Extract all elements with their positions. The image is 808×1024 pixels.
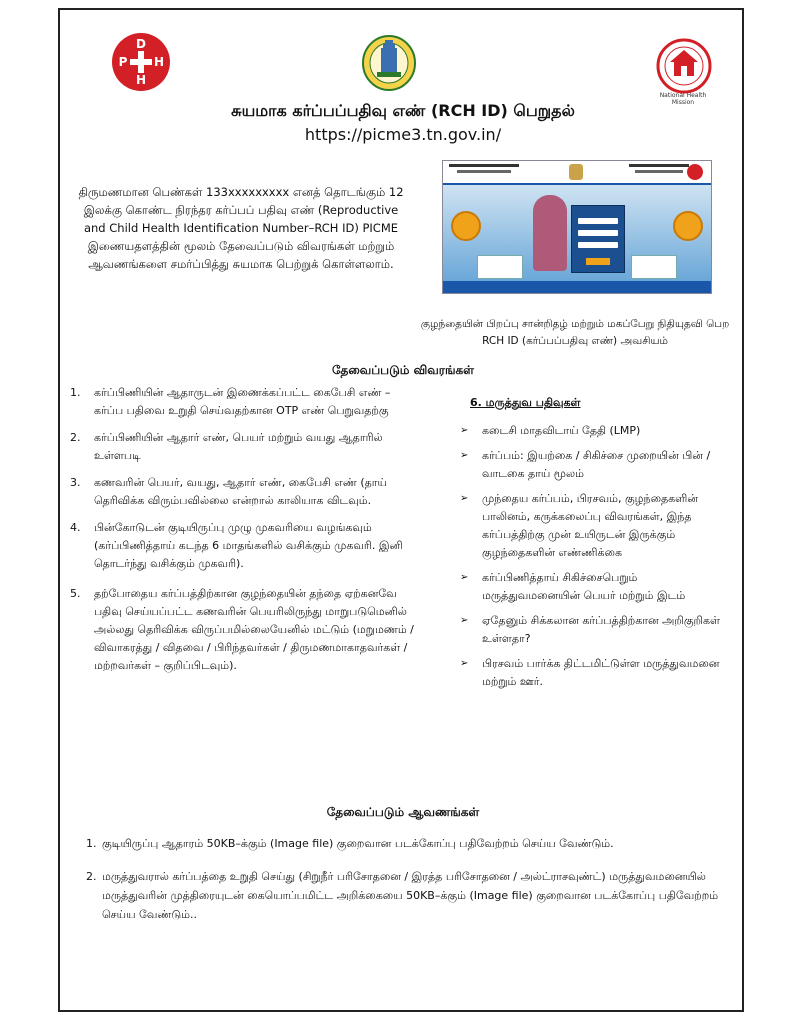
- item-number: 1.: [70, 386, 81, 399]
- arrow-bullet-icon: ➢: [460, 572, 469, 583]
- item-number: 2.: [86, 870, 97, 883]
- medical-records-heading: 6. மருத்துவ பதிவுகள்: [470, 396, 581, 409]
- picme-url: https://picme3.tn.gov.in/: [304, 125, 502, 144]
- list-item: [460, 447, 730, 483]
- item-number: 4.: [70, 521, 81, 534]
- list-item: [86, 834, 726, 853]
- screenshot-caption: குழந்தையின் பிறப்பு சான்றிதழ் மற்றும் மகப்பேறு நிதியுதவி பெற RCH ID (கர்ப்பப்பதிவு எண்) அவசியம்: [420, 318, 730, 347]
- nhm-caption: National Health Mission: [659, 92, 707, 106]
- item-text: கர்ப்பிணியின் ஆதார் எண், பெயர் மற்றும் வயது ஆதாரில் உள்ளபடி: [94, 431, 383, 462]
- dph-logo: [112, 33, 170, 91]
- item-text: கர்ப்பம்: இயற்கை / சிகிச்சை முறையின் பின் / வாடகை தாய் மூலம்: [482, 449, 711, 480]
- list-item: [70, 519, 420, 573]
- arrow-bullet-icon: ➢: [460, 450, 469, 461]
- page-title: சுயமாக கர்ப்பப்பதிவு எண் (RCH ID) பெறுதல்: [231, 101, 575, 120]
- item-text: பின்கோடுடன் குடியிருப்பு முழு முகவரியை வழங்கவும் (கர்ப்பிணித்தாய் கடந்த 6 மாதங்களில் வசிக்கும் முகவரி. இனி தொடர்ந்து வசிக்கும் முகவரி).: [94, 521, 403, 570]
- list-item: [460, 655, 730, 691]
- item-number: 3.: [70, 476, 81, 489]
- required-details-list: [70, 384, 420, 684]
- list-item: [70, 384, 420, 420]
- item-text: முந்தைய கர்ப்பம், பிரசவம், குழந்தைகளின் பாலினம், கருக்கலைப்பு விவரங்கள், இந்த கர்ப்பத்திற்கு முன் உயிருடன் இருக்கும் குழந்தைகளின் எண்ணிக்கை: [482, 492, 699, 559]
- arrow-bullet-icon: ➢: [460, 658, 469, 669]
- intro-paragraph: திருமணமான பெண்கள் 133xxxxxxxxx எனத் தொடங்கும் 12 இலக்கு கொண்ட நிரந்தர கர்ப்பப் பதிவு எண் (Reproductive and Child Health Identification Number–RCH ID) PICME இணையதளத்தின் மூலம் தேவைப்படும் விவரங்கள் மற்றும் ஆவணங்களை சமர்ப்பித்து சுயமாக பெற்றுக் கொள்ளலாம்.: [78, 185, 404, 271]
- item-text: கணவரின் பெயர், வயது, ஆதார் எண், கைபேசி எண் (தாய் தெரிவிக்க விரும்பவில்லை என்றால் காலியாக விடவும்.: [94, 476, 387, 507]
- item-text: கடைசி மாதவிடாய் தேதி (LMP): [482, 424, 641, 437]
- item-text: தற்போதைய கர்ப்பத்திற்கான குழந்தையின் தந்தை ஏற்கனவே பதிவு செய்யப்பட்ட கணவரின் பெயரிலிருந்து மாறுபடுமெனில் அல்லது தெரிவிக்க விருப்பமில்லையேனில் மட்டும் (மறுமணம் / விவாகரத்து / விதவை / பிரிந்தவர்கள் / திருமணமாகாதவர்கள் / மற்றவர்கள் – குறிப்பிடவும்).: [94, 587, 414, 672]
- dph-letter-right: H: [153, 55, 165, 69]
- item-text: குடியிருப்பு ஆதாரம் 50KB–க்கும் (Image file) குறைவான படக்கோப்பு பதிவேற்றம் செய்ய வேண்டும்.: [102, 837, 614, 850]
- list-item: [70, 429, 420, 465]
- dph-letter-top: D: [134, 37, 148, 51]
- dph-letter-left: P: [116, 55, 130, 69]
- list-item: [460, 490, 730, 562]
- item-text: பிரசவம் பார்க்க திட்டமிட்டுள்ள மருத்துவமனை மற்றும் ஊர்.: [482, 657, 720, 688]
- list-item: [460, 569, 730, 605]
- item-number: 2.: [70, 431, 81, 444]
- item-text: கர்ப்பிணியின் ஆதாருடன் இணைக்கப்பட்ட கைபேசி எண் – கர்ப்ப பதிவை உறுதி செய்வதற்கான OTP எண் பெறுவதற்கு: [94, 386, 391, 417]
- required-documents-list: [86, 834, 726, 938]
- item-number: 1.: [86, 837, 97, 850]
- arrow-bullet-icon: ➢: [460, 493, 469, 504]
- picme-website-screenshot: [442, 160, 712, 294]
- documents-heading: தேவைப்படும் ஆவணங்கள்: [326, 805, 480, 819]
- item-text: ஏதேனும் சிக்கலான கர்ப்பத்திற்கான அறிகுறிகள் உள்ளதா?: [482, 614, 720, 645]
- nhm-logo: [656, 38, 712, 94]
- item-text: மருத்துவரால் கர்ப்பத்தை உறுதி செய்து (சிறுநீர் பரிசோதனை / இரத்த பரிசோதனை / அல்ட்ராசவுண்ட்) மருத்துவமனையில் மருத்துவரின் முத்திரையுடன் கையொப்பமிட்ட அறிக்கையை 50KB–க்கும் (Image file) குறைவான படக்கோப்பு பதிவேற்றம் செய்ய வேண்டும்..: [102, 870, 719, 921]
- list-item: [70, 474, 420, 510]
- item-number: 5.: [70, 587, 81, 600]
- tn-government-emblem: [361, 34, 417, 92]
- item-text: கர்ப்பிணித்தாய் சிகிச்சைபெறும் மருத்துவமனையின் பெயர் மற்றும் இடம்: [482, 571, 686, 602]
- medical-records-list: [460, 422, 730, 698]
- list-item: [460, 612, 730, 648]
- list-item: [70, 585, 420, 675]
- dph-letter-bottom: H: [135, 73, 147, 87]
- arrow-bullet-icon: ➢: [460, 425, 469, 436]
- arrow-bullet-icon: ➢: [460, 615, 469, 626]
- list-item: [86, 867, 726, 924]
- list-item: [460, 422, 730, 440]
- details-heading: தேவைப்படும் விவரங்கள்: [332, 363, 474, 377]
